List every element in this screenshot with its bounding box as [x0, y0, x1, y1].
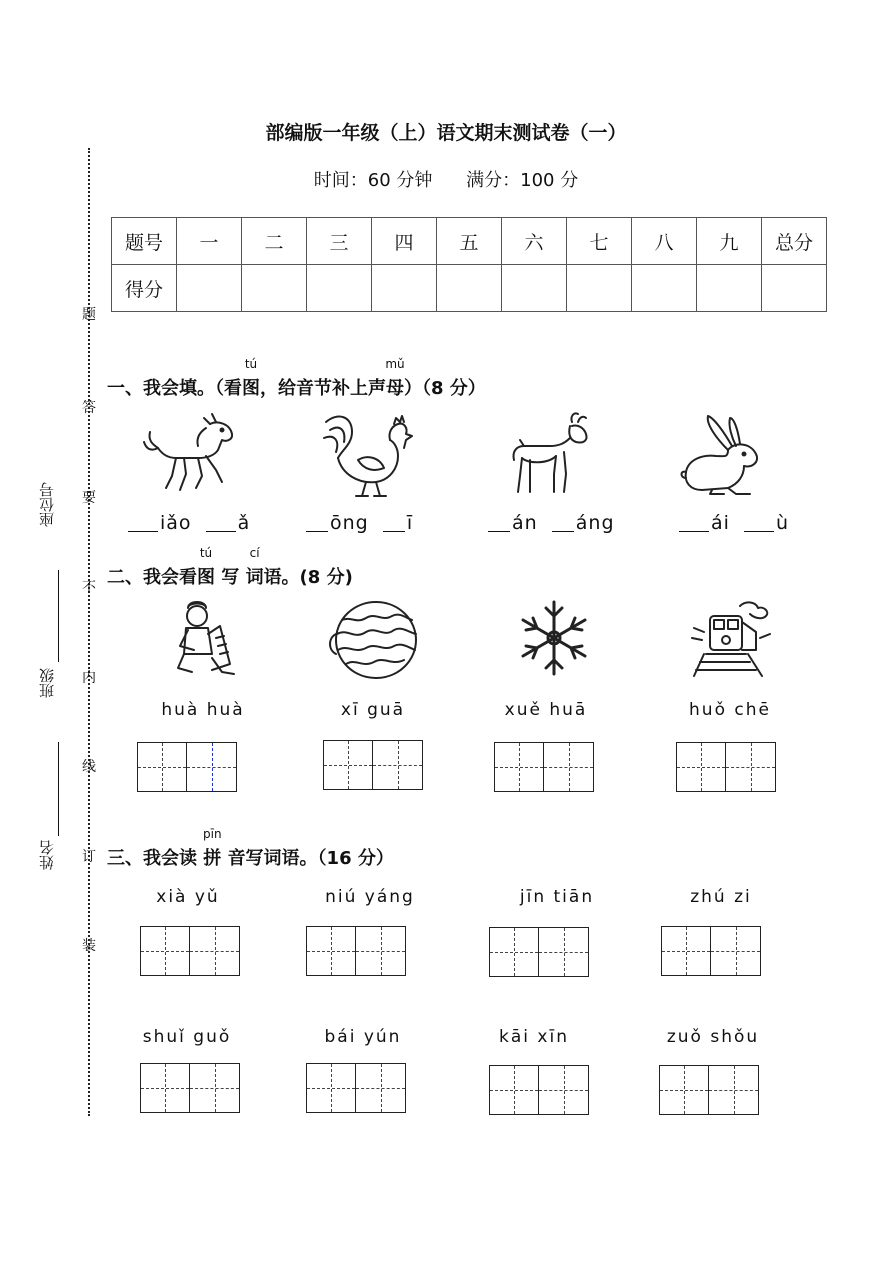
- writing-cell[interactable]: [494, 742, 544, 792]
- margin-char: 装: [82, 938, 96, 954]
- rabbit-icon: [672, 410, 772, 500]
- writing-cell[interactable]: [539, 1065, 589, 1115]
- table-cell: 四: [372, 218, 437, 265]
- score-input-cell[interactable]: [372, 265, 437, 312]
- writing-grid[interactable]: [676, 742, 776, 792]
- writing-cell[interactable]: [661, 926, 711, 976]
- writing-cell[interactable]: [306, 926, 356, 976]
- name-blank[interactable]: [58, 742, 59, 836]
- answer-blank[interactable]: [744, 513, 774, 532]
- snowflake-icon: [516, 598, 592, 678]
- table-cell: 一: [177, 218, 242, 265]
- score-input-cell[interactable]: [437, 265, 502, 312]
- writing-cell[interactable]: [190, 926, 240, 976]
- writing-grid[interactable]: [659, 1065, 759, 1115]
- pinyin-prompt: zhú zi: [690, 887, 752, 907]
- exam-info: [0, 166, 892, 192]
- answer-blank[interactable]: [488, 513, 510, 532]
- margin-char: 答: [82, 400, 96, 416]
- table-cell: 二: [242, 218, 307, 265]
- answer-blank[interactable]: [552, 513, 574, 532]
- table-cell: 九: [697, 218, 762, 265]
- writing-cell[interactable]: [323, 740, 373, 790]
- margin-char: 要: [82, 490, 96, 506]
- section-1-heading: 一、我会填。（看 tú 图，给音节补上声 mǔ 母）（8 分）: [107, 357, 486, 399]
- fill-item: ái ù: [679, 512, 789, 534]
- answer-blank[interactable]: [206, 513, 236, 532]
- writing-cell[interactable]: [140, 1063, 190, 1113]
- writing-cell[interactable]: [659, 1065, 709, 1115]
- writing-cell[interactable]: [489, 1065, 539, 1115]
- full-score: 满分：100 分: [466, 170, 579, 191]
- pinyin-prompt: niú yáng: [325, 887, 415, 907]
- pinyin-prompt: huà huà: [161, 700, 245, 720]
- section-2-heading: 二、我会看 tú 图 写 cí 词语。(8 分): [107, 546, 353, 588]
- writing-cell[interactable]: [140, 926, 190, 976]
- pinyin-prompt: bái yún: [324, 1027, 402, 1047]
- writing-cell[interactable]: [726, 742, 776, 792]
- binding-dotted-line: [88, 148, 90, 1116]
- score-input-cell[interactable]: [762, 265, 827, 312]
- writing-grid[interactable]: [137, 742, 237, 792]
- margin-char: 线: [82, 759, 96, 775]
- writing-cell[interactable]: [711, 926, 761, 976]
- writing-cell[interactable]: [137, 742, 187, 792]
- writing-grid[interactable]: [489, 927, 589, 977]
- writing-cell[interactable]: [709, 1065, 759, 1115]
- table-cell: 五: [437, 218, 502, 265]
- writing-cell[interactable]: [356, 926, 406, 976]
- pinyin-prompt: shuǐ guǒ: [142, 1027, 232, 1047]
- writing-grid[interactable]: [306, 1063, 406, 1113]
- fill-item: iǎo ǎ: [128, 512, 250, 534]
- watermelon-icon: [326, 598, 420, 682]
- answer-blank[interactable]: [679, 513, 709, 532]
- margin-char: 内: [82, 670, 96, 686]
- fill-item: án áng: [488, 512, 615, 534]
- train-icon: [690, 598, 774, 678]
- writing-cell[interactable]: [676, 742, 726, 792]
- writing-cell[interactable]: [373, 740, 423, 790]
- boy-drawing-icon: [158, 598, 248, 682]
- score-input-cell[interactable]: [242, 265, 307, 312]
- margin-char: 订: [82, 849, 96, 865]
- table-cell: 八: [632, 218, 697, 265]
- writing-grid[interactable]: [323, 740, 423, 790]
- table-cell: 得分: [112, 265, 177, 312]
- pinyin-prompt: huǒ chē: [689, 700, 771, 720]
- fill-item: ōng ī: [306, 512, 413, 534]
- table-cell: 三: [307, 218, 372, 265]
- answer-blank[interactable]: [128, 513, 158, 532]
- pinyin-prompt: jīn tiān: [519, 887, 595, 907]
- pinyin-prompt: xī guā: [340, 700, 406, 720]
- goat-icon: [498, 410, 598, 500]
- writing-cell[interactable]: [544, 742, 594, 792]
- name-label: 姓名: [38, 840, 56, 870]
- section-3-heading: 三、我会读 pīn 拼 音写词语。（16 分）: [107, 827, 394, 869]
- table-cell: 七: [567, 218, 632, 265]
- score-input-cell[interactable]: [307, 265, 372, 312]
- table-cell: 总分: [762, 218, 827, 265]
- pinyin-prompt: xuě huā: [504, 700, 588, 720]
- writing-cell[interactable]: [356, 1063, 406, 1113]
- writing-cell[interactable]: [190, 1063, 240, 1113]
- writing-grid[interactable]: [494, 742, 594, 792]
- time-limit: 时间：60 分钟: [313, 170, 433, 191]
- writing-grid[interactable]: [489, 1065, 589, 1115]
- score-header-row: [112, 218, 827, 265]
- pinyin-prompt: zuǒ shǒu: [666, 1027, 760, 1047]
- score-input-cell[interactable]: [177, 265, 242, 312]
- score-input-cell[interactable]: [502, 265, 567, 312]
- score-row: [112, 265, 827, 312]
- writing-grid[interactable]: [306, 926, 406, 976]
- answer-blank[interactable]: [383, 513, 405, 532]
- writing-grid[interactable]: [661, 926, 761, 976]
- writing-grid[interactable]: [140, 926, 240, 976]
- answer-blank[interactable]: [306, 513, 328, 532]
- seat-number-label: 座位号: [38, 482, 56, 527]
- score-input-cell[interactable]: [697, 265, 762, 312]
- writing-cell[interactable]: [489, 927, 539, 977]
- class-label: 班级: [38, 668, 56, 698]
- page-title: 部编版一年级（上）语文期末测试卷（一）: [265, 122, 627, 144]
- score-input-cell[interactable]: [567, 265, 632, 312]
- writing-cell[interactable]: [187, 742, 237, 792]
- writing-cell[interactable]: [306, 1063, 356, 1113]
- class-blank[interactable]: [58, 570, 59, 662]
- margin-char: 不: [82, 580, 96, 596]
- score-table: [111, 217, 827, 312]
- score-input-cell[interactable]: [632, 265, 697, 312]
- pinyin-prompt: xià yǔ: [156, 887, 220, 907]
- rooster-icon: [318, 410, 418, 500]
- table-cell: 题号: [112, 218, 177, 265]
- writing-cell[interactable]: [539, 927, 589, 977]
- margin-char: 题: [82, 307, 96, 323]
- pinyin-prompt: kāi xīn: [499, 1027, 569, 1047]
- horse-icon: [140, 410, 240, 500]
- table-cell: 六: [502, 218, 567, 265]
- writing-grid[interactable]: [140, 1063, 240, 1113]
